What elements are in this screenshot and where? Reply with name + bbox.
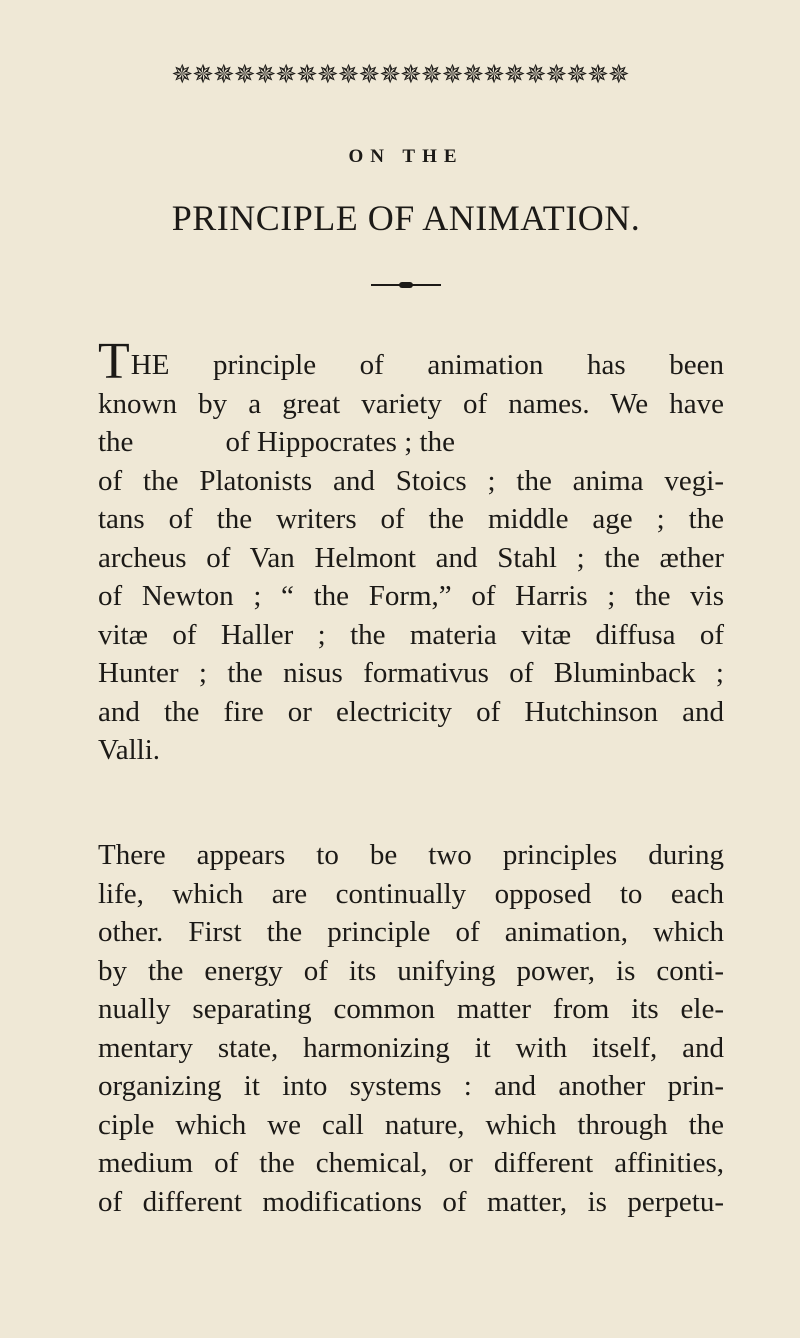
text-line: mentary state, harmonizing it with itself, and (98, 1031, 724, 1064)
text-line: and the fire or electricity of Hutchinson and (98, 695, 724, 728)
text-line: nually separating common matter from its ele- (98, 993, 724, 1025)
paragraph-2 (98, 836, 724, 1221)
title-kicker: ON THE (348, 146, 464, 167)
drop-cap: T (98, 333, 130, 390)
text-line: organizing it into systems : and another prin- (98, 1070, 724, 1102)
text-line-content: of Hippocrates ; the (225, 426, 455, 458)
text-line: Valli. (98, 734, 161, 766)
text-line: tans of the writers of the middle age ; the (98, 503, 724, 535)
text-line: vitæ of Haller ; the materia vitæ diffusa of (98, 618, 724, 651)
text-line-content: HE principle of animation has been (130, 349, 724, 381)
text-line-content: the (98, 426, 134, 458)
text-line (98, 333, 724, 390)
text-line: ciple which we call nature, which through the (98, 1108, 724, 1141)
text-line: other. First the principle of animation, which (98, 916, 724, 948)
decorative-ornament-band: ✵✵✵✵✵✵✵✵✵✵✵✵✵✵✵✵✵✵✵✵✵✵ (171, 60, 629, 90)
text-line: life, which are continually opposed to each (98, 877, 724, 910)
page-title: PRINCIPLE OF ANIMATION. (171, 198, 641, 238)
text-line: by the energy of its unifying power, is conti- (98, 954, 724, 987)
text-line (98, 423, 724, 462)
text-line: medium of the chemical, or different affinities, (98, 1147, 724, 1179)
title-divider-rule (371, 284, 441, 286)
text-line: There appears to be two principles during (98, 839, 724, 871)
text-line: archeus of Van Helmont and Stahl ; the æther (98, 541, 724, 574)
text-line: known by a great variety of names. We have (98, 387, 724, 420)
paragraph-1 (98, 333, 724, 770)
text-line: of Newton ; “ the Form,” of Harris ; the vis (98, 580, 724, 612)
text-line: Hunter ; the nisus formativus of Bluminback ; (98, 657, 724, 689)
text-line: of different modifications of matter, is perpetu- (98, 1185, 724, 1218)
text-line: of the Platonists and Stoics ; the anima vegi- (98, 464, 724, 497)
